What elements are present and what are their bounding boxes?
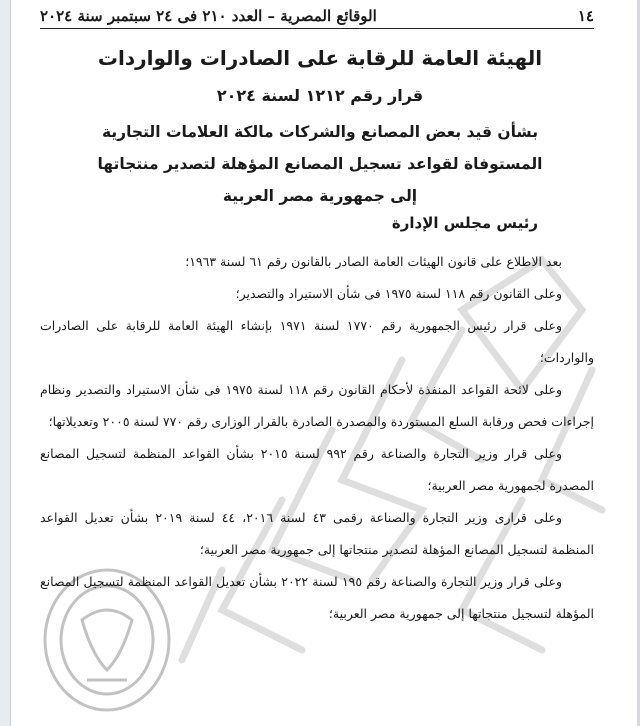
- preamble-paragraph: وعلى لائحة القواعد المنفذة لأحكام القانون رقم ١١٨ لسنة ١٩٧٥ فى شأن الاستيراد والتصدير ونظام إجراءات فحص ورقابة السلع المستوردة والمصدرة الصادرة بالقرار الوزارى رقم ٧٧٠ لسنة ٢٠٠٥ وتعديلاتها؛: [40, 382, 594, 429]
- subject-line: بشأن قيد بعض المصانع والشركات مالكة العلامات التجارية: [101, 123, 539, 141]
- issuer-heading: رئيس مجلس الإدارة: [391, 214, 538, 232]
- page-number: ١٤: [577, 7, 594, 25]
- subject-line: إلى جمهورية مصر العربية: [222, 187, 418, 205]
- journal-issue: الوقائع المصرية – العدد ٢١٠ فى ٢٤ سبتمبر سنة ٢٠٢٤: [40, 7, 377, 25]
- gazette-page: [12, 0, 628, 726]
- running-header: [40, 4, 594, 29]
- preamble-paragraph: وعلى قرارى وزير التجارة والصناعة رقمى ٤٣ لسنة ٢٠١٦، ٤٤ لسنة ٢٠١٩ بشأن تعديل القواعد المنظمة لتسجيل المصانع المؤهلة لتصدير منتجاتها إلى جمهورية مصر العربية؛: [40, 510, 594, 557]
- decree-number: قرار رقم ١٢١٢ لسنة ٢٠٢٤: [216, 86, 424, 105]
- preamble-paragraph: وعلى قرار رئيس الجمهورية رقم ١٧٧٠ لسنة ١٩٧١ بإنشاء الهيئة العامة للرقابة على الصادرات والواردات؛: [40, 318, 594, 365]
- preamble-paragraph: وعلى القانون رقم ١١٨ لسنة ١٩٧٥ فى شأن الاستيراد والتصدير؛: [235, 286, 562, 301]
- preamble-body: [40, 246, 594, 630]
- preamble-paragraph: بعد الاطلاع على قانون الهيئات العامة الصادر بالقانون رقم ٦١ لسنة ١٩٦٣؛: [185, 254, 562, 269]
- viewer-left-strip: [0, 0, 11, 726]
- decree-subject: [12, 116, 628, 212]
- authority-title: الهيئة العامة للرقابة على الصادرات والواردات: [97, 46, 543, 70]
- preamble-paragraph: وعلى قرار وزير التجارة والصناعة رقم ١٩٥ لسنة ٢٠٢٢ بشأن تعديل القواعد المنظمة لتسجيل المصانع المؤهلة لتسجيل منتجاتها إلى جمهورية مصر العربية؛: [40, 574, 594, 621]
- preamble-paragraph: وعلى قرار وزير التجارة والصناعة رقم ٩٩٢ لسنة ٢٠١٥ بشأن القواعد المنظمة لتسجيل المصانع المصدرة لجمهورية مصر العربية؛: [40, 446, 594, 493]
- subject-line: المستوفاة لقواعد تسجيل المصانع المؤهلة لتصدير منتجاتها: [97, 155, 543, 173]
